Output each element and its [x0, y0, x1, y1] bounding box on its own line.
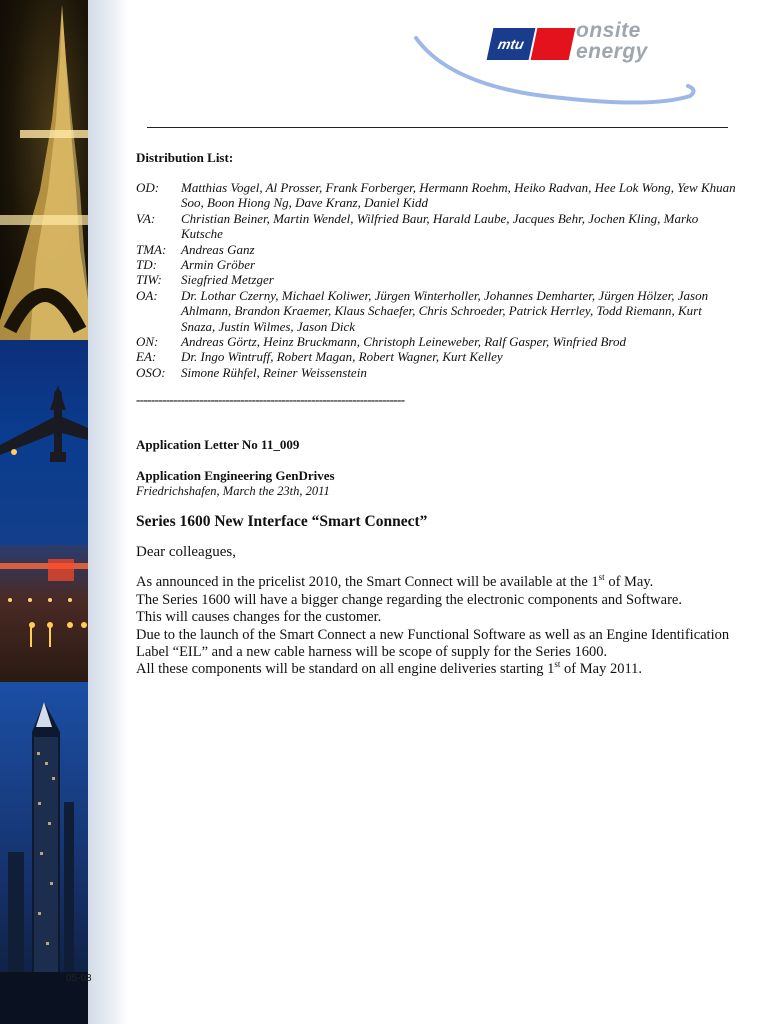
side-photo-strip — [0, 0, 88, 1024]
eiffel-tower-photo — [0, 0, 88, 340]
red-mark-icon — [531, 28, 576, 60]
distribution-key: EA: — [136, 349, 157, 365]
ordinal-suffix: st — [554, 659, 561, 670]
letter-body — [136, 574, 736, 678]
distribution-row — [136, 288, 736, 334]
airplane-photo — [0, 340, 88, 545]
distribution-row — [136, 211, 736, 242]
distribution-key: TMA: — [136, 241, 167, 257]
body-text: As announced in the pricelist 2010, the Smart Connect will be available at the 1 — [136, 574, 599, 591]
ordinal-suffix: st — [598, 572, 605, 583]
distribution-names: Siegfried Metzger — [181, 272, 274, 288]
distribution-list — [136, 180, 736, 380]
distribution-names: Dr. Lothar Czerny, Michael Koliwer, Jürgen Winterholler, Johannes Demharter, Jürgen Hölzer, Jason Ahlmann, Brandon Kraemer, Klaus Schaefer, Chris Schroeder, Patrick Herrley, Todd Riemann, Kurt Snaza, Justin Wilmes, Jason Dick — [181, 287, 709, 334]
distribution-row — [136, 180, 736, 211]
distribution-title: Distribution List: — [136, 150, 234, 165]
distribution-key: VA: — [136, 210, 156, 226]
separator-line: ------------------------------------------------------------------------ — [136, 392, 405, 408]
distribution-row — [136, 272, 736, 287]
body-text: All these components will be standard on all engine deliveries starting 1 — [136, 661, 555, 678]
body-line — [136, 574, 736, 591]
body-line: Due to the launch of the Smart Connect a new Functional Software as well as an Engine Identification Label “EIL” and a new cable harness will be scope of supply for the Series 1600. — [136, 626, 730, 660]
distribution-key: TIW: — [136, 272, 162, 288]
logo-text-onsite: onsite — [576, 19, 641, 42]
distribution-row — [136, 349, 736, 364]
distribution-names: Simone Rühfel, Reiner Weissenstein — [181, 364, 367, 380]
body-text: of May. — [604, 574, 654, 591]
strip-fade — [88, 0, 128, 1024]
body-line: The Series 1600 will have a bigger change regarding the electronic components and Software. — [136, 591, 682, 608]
distribution-names: Christian Beiner, Martin Wendel, Wilfried Baur, Harald Laube, Jacques Behr, Jochen Kling, Marko Kutsche — [181, 210, 699, 242]
company-logo — [412, 18, 702, 118]
body-text: of May 2011. — [560, 661, 643, 678]
logo-text-energy: energy — [576, 40, 648, 63]
body-line — [136, 661, 736, 678]
distribution-row — [136, 334, 736, 349]
application-letter-number: Application Letter No 11_009 — [136, 437, 300, 453]
distribution-key: TD: — [136, 257, 157, 273]
distribution-names: Matthias Vogel, Al Prosser, Frank Forberger, Hermann Roehm, Heiko Radvan, Hee Lok Wong, Yew Khuan Soo, Boon Hiong Ng, Dave Kranz, Daniel Kidd — [181, 180, 736, 211]
distribution-row — [136, 365, 736, 380]
distribution-names: Armin Gröber — [181, 257, 256, 273]
department-name: Application Engineering GenDrives — [136, 468, 335, 484]
letter-title: Series 1600 New Interface “Smart Connect” — [136, 513, 428, 531]
distribution-key: ON: — [136, 334, 159, 350]
distribution-key: OA: — [136, 287, 158, 303]
distribution-key: OSO: — [136, 364, 166, 380]
distribution-key: OD: — [136, 180, 160, 195]
footer-code: 05-03 — [66, 973, 92, 984]
runway-lights-photo — [0, 545, 88, 682]
mtu-mark: mtu — [487, 28, 536, 60]
logo-wordmark — [576, 20, 648, 62]
greeting: Dear colleagues, — [136, 544, 236, 561]
letter-content — [136, 150, 736, 679]
place-date: Friedrichshafen, March the 23th, 2011 — [136, 484, 330, 499]
distribution-names: Andreas Ganz — [181, 241, 255, 257]
distribution-row — [136, 242, 736, 257]
distribution-names: Dr. Ingo Wintruff, Robert Magan, Robert Wagner, Kurt Kelley — [181, 349, 503, 365]
distribution-names: Andreas Görtz, Heinz Bruckmann, Christoph Leineweber, Ralf Gasper, Winfried Brod — [181, 334, 626, 350]
body-line: This will causes changes for the customer. — [136, 609, 382, 626]
distribution-row — [136, 257, 736, 272]
header-rule — [147, 127, 728, 128]
